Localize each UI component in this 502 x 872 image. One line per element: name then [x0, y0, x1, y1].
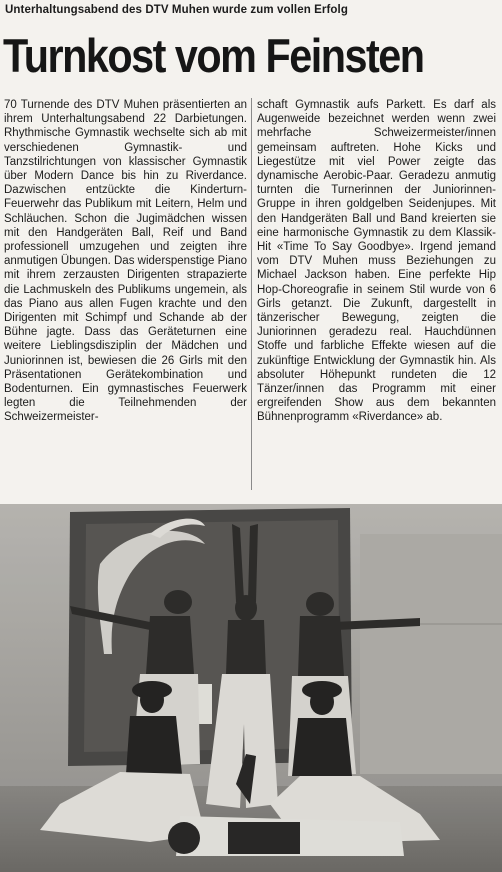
article-kicker: Unterhaltungsabend des DTV Muhen wurde zum vollen Erfolg	[5, 4, 348, 16]
column-divider	[251, 98, 252, 490]
dance-group-photo	[0, 504, 502, 872]
bleed-through-adjacent-column	[430, 0, 502, 96]
article-headline: Turnkost vom Feinsten	[3, 29, 424, 82]
article-body-column-right: schaft Gymnastik aufs Parkett. Es darf als Augenweide bezeichnet werden wenn zwei mehrfache Schweizermeister/innen gemeinsam auftreten. Hohe Kicks und Liegestütze mit viel Power zeigte das dynamische Aerobic-Paar. Geradezu anmutig turnten die Turnerinnen der Juniorinnen-Gruppe in ihren goldgelben Seidenjupes. Mit den Handgeräten Ball und Band kreierten sie eine harmonische Gymnastik zu dem Klassik-Hit «Time To Say Goodbye». Irgend jemand vom DTV Muhen muss Beziehungen zu Michael Jackson haben. Eine perfekte Hip Hop-Choreografie in seinem Stil wurde von 6 Girls getanzt. Die Zukunft, dargestellt in tänzerischer Bewegung, zeigten die Juniorinnen geradezu real. Hauchdünnen Stoffe und farbliche Effekte wiesen auf die zukünftige Entwicklung der Gymnastik hin. Als absoluter Höhepunkt rundeten die 12 Tänzer/innen das Programm mit einer ergreifenden Show aus dem bekannten Bühnenprogramm «Riverdance» ab.	[257, 99, 496, 424]
article-body-column-left: 70 Turnende des DTV Muhen präsentierten an ihrem Unterhaltungsabend 22 Darbietungen. Rhythmische Gymnastik wechselte sich ab mit verschiedenen Gymnastik- und Tanzstilrichtungen von klassischer Gymnastik über Modern Dance bis hin zu Riverdance. Dazwischen entzückte die Kinderturn-Feuerwehr das Publikum mit Leitern, Helm und Schläuchen. Schon die Jugimädchen wissen mit den Handgeräten Ball, Reif und Band professionell umzugehen und zeigten ihre anmutigen Übungen. Das widerspenstige Piano mit ihrem zerzausten Dirigenten strapazierte die Lachmuskeln des Publikums ungemein, als das Piano aus allen Fugen krachte und den Dirigenten mit Schimpf und Schande ab der Bühne jagte. Dass das Geräteturnen eine weitere Lieblingsdisziplin der Mädchen und Juniorinnen ist, bewiesen die 26 Girls mit den Präsentationen Gerätekombination und Bodenturnen. Ein gymnastisches Feuerwerk legten die Teilnehmenden der Schweizermeister-	[4, 99, 247, 424]
